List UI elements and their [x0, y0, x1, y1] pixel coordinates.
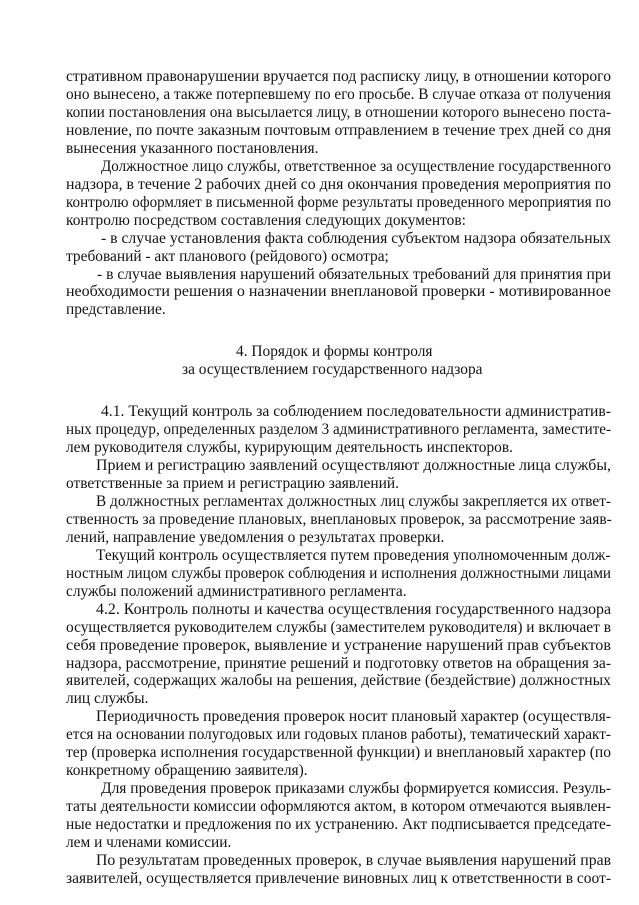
- text-line: ответственные за прием и регистрацию заявлений.: [66, 475, 399, 492]
- text-line: оно вынесено, а также потерпевшему по его просьбе. В случае отказа от получения: [66, 86, 611, 103]
- text-line: тер (проверка исполнения государственной функции) и внеплановый характер (по: [66, 744, 612, 761]
- text-line: - в случае установления факта соблюдения субъектом надзора обязательных: [101, 230, 611, 247]
- text-line: стративном правонарушении вручается под расписку лицу, в отношении которого: [66, 68, 612, 85]
- text-line: Должностное лицо службы, ответственное за осуществление государственного: [101, 158, 612, 175]
- text-line: ные недостатки и предложения по их устранению. Акт подписывается председате-: [66, 816, 611, 833]
- text-line: ственность за проведение плановых, внеплановых проверок, за рассмотрение заяв-: [66, 511, 612, 528]
- text-line: вынесения указанного постановления.: [66, 140, 319, 157]
- text-line: надзора, рассмотрение, принятие решений и подготовку ответов на обращения за-: [66, 655, 612, 672]
- text-line: себя проведение проверок, выявление и устранение нарушений прав субъектов: [66, 637, 612, 654]
- text-line: таты деятельности комиссии оформляются актом, в котором отмечаются выявлен-: [66, 798, 611, 815]
- text-line: копии постановления она высылается лицу, в отношении которого вынесено поста-: [66, 104, 612, 121]
- text-line: заявителей, осуществляется привлечение виновных лиц к ответственности в соот-: [66, 870, 612, 887]
- text-line: 4. Порядок и формы контроля: [236, 343, 433, 360]
- text-line: лем руководителя службы, курирующим деятельность инспекторов.: [66, 439, 513, 456]
- text-line: ется на основании полугодовых или годовых планов работы), тематический характ-: [66, 726, 611, 743]
- text-line: лем и членами комиссии.: [66, 834, 232, 851]
- text-line: необходимости решения о назначении внеплановой проверки - мотивированное: [66, 283, 612, 300]
- text-line: Текущий контроль осуществляется путем проведения уполномоченным долж-: [96, 547, 611, 564]
- text-line: контролю посредством составления следующих документов:: [66, 212, 466, 229]
- text-line: ных процедур, определенных разделом 3 административного регламента, заместите-: [66, 421, 612, 438]
- text-line: 4.2. Контроль полноты и качества осуществления государственного надзора: [96, 601, 612, 618]
- text-line: - в случае выявления нарушений обязательных требований для принятия при: [97, 266, 612, 283]
- text-line: требований - акт планового (рейдового) осмотра;: [66, 248, 389, 265]
- text-line: 4.1. Текущий контроль за соблюдением последовательности административ-: [101, 403, 611, 420]
- text-line: контролю оформляет в письменной форме результаты проведенного мероприятия по: [66, 194, 612, 211]
- text-line: Для проведения проверок приказами службы формируется комиссия. Резуль-: [101, 780, 611, 797]
- text-line: за осуществлением государственного надзора: [182, 361, 483, 378]
- text-line: По результатам проведенных проверок, в случае выявления нарушений прав: [96, 852, 612, 869]
- text-line: осуществляется руководителем службы (заместителем руководителя) и включает в: [66, 619, 611, 636]
- text-line: службы положений административного регламента.: [66, 583, 407, 600]
- text-line: Прием и регистрацию заявлений осуществляют должностные лица службы,: [96, 457, 611, 474]
- text-line: явителей, содержащих жалобы на решения, действие (бездействие) должностных: [66, 672, 611, 689]
- text-line: ностным лицом службы проверок соблюдения и исполнения должностными лицами: [66, 565, 612, 582]
- text-line: надзора, в течение 2 рабочих дней со дня окончания проведения мероприятия по: [66, 176, 612, 193]
- text-line: В должностных регламентах должностных лиц службы закрепляется их ответ-: [96, 493, 612, 510]
- text-line: представление.: [66, 301, 166, 318]
- text-line: новление, по почте заказным почтовым отправлением в течение трех дней со дня: [66, 122, 611, 139]
- text-line: конкретному обращению заявителя).: [66, 762, 308, 779]
- text-line: Периодичность проведения проверок носит плановый характер (осуществля-: [96, 708, 611, 725]
- text-line: лиц службы.: [66, 690, 149, 707]
- text-line: лений, направление уведомления о результатах проверки.: [66, 529, 445, 546]
